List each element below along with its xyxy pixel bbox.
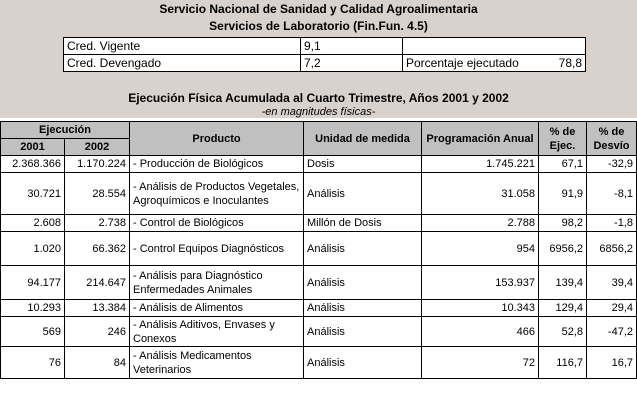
cell-pct-ejec: 139,4: [539, 266, 587, 300]
cell-unidad: Análisis: [304, 232, 422, 266]
cell-2001: 2.608: [1, 215, 65, 232]
table-row: [1, 317, 637, 347]
cell-2002: 28.554: [65, 173, 130, 215]
header-pct-ejec: % de Ejec.: [539, 122, 587, 156]
table-row: [1, 232, 637, 266]
cell-2002: 1.170.224: [65, 156, 130, 173]
header-ejecucion: Ejecución: [1, 122, 130, 139]
cell-pct-ejec: 129,4: [539, 300, 587, 317]
summary-blank: [403, 38, 586, 55]
cell-programacion: 2.788: [422, 215, 539, 232]
cell-pct-desvio: 6856,2: [587, 232, 637, 266]
cell-pct-ejec: 116,7: [539, 347, 587, 379]
table-subtitle: -en magnitudes físicas-: [261, 106, 376, 118]
cred-vigente-value: 9,1: [301, 38, 403, 55]
cell-pct-ejec: 91,9: [539, 173, 587, 215]
cell-programacion: 1.745.221: [422, 156, 539, 173]
cell-2001: 30.721: [1, 173, 65, 215]
cred-devengado-value: 7,2: [301, 55, 403, 72]
cell-pct-desvio: -8,1: [587, 173, 637, 215]
cred-vigente-label: Cred. Vigente: [64, 38, 301, 55]
header-pct-desvio: % de Desvío: [587, 122, 637, 156]
cell-2001: 1.020: [1, 232, 65, 266]
cell-pct-ejec: 6956,2: [539, 232, 587, 266]
cell-2001: 76: [1, 347, 65, 379]
cell-producto: - Producción de Biológicos: [130, 156, 304, 173]
cell-programacion: 72: [422, 347, 539, 379]
section-title: Servicios de Laboratorio (Fin.Fun. 4.5): [209, 19, 428, 33]
execution-table: [0, 121, 637, 379]
cell-unidad: Análisis: [304, 173, 422, 215]
table-row: [1, 173, 637, 215]
cell-pct-ejec: 67,1: [539, 156, 587, 173]
cell-pct-ejec: 98,2: [539, 215, 587, 232]
cell-programacion: 31.058: [422, 173, 539, 215]
credit-summary: [63, 37, 586, 72]
cell-producto: - Análisis Medicamentos Veterinarios: [130, 347, 304, 379]
cell-2002: 66.362: [65, 232, 130, 266]
cell-2001: 94.177: [1, 266, 65, 300]
header-producto: Producto: [130, 122, 304, 156]
cell-pct-desvio: -47,2: [587, 317, 637, 347]
cell-2002: 214.647: [65, 266, 130, 300]
header-unidad: Unidad de medida: [304, 122, 422, 156]
cell-pct-desvio: -1,8: [587, 215, 637, 232]
cell-2002: 84: [65, 347, 130, 379]
cell-programacion: 954: [422, 232, 539, 266]
cell-producto: - Análisis de Productos Vegetales, Agroquímicos e Inoculantes: [130, 173, 304, 215]
table-row: [1, 156, 637, 173]
cell-pct-ejec: 52,8: [539, 317, 587, 347]
cell-producto: - Análisis Aditivos, Envases y Conexos: [130, 317, 304, 347]
cell-producto: - Control Equipos Diagnósticos: [130, 232, 304, 266]
cell-2001: 10.293: [1, 300, 65, 317]
header-programacion: Programación Anual: [422, 122, 539, 156]
cell-unidad: Dosis: [304, 156, 422, 173]
cell-programacion: 10.343: [422, 300, 539, 317]
cell-2002: 246: [65, 317, 130, 347]
table-row: [1, 300, 637, 317]
table-row: [1, 266, 637, 300]
cell-unidad: Análisis: [304, 300, 422, 317]
table-row: [1, 347, 637, 379]
porcentaje-label: Porcentaje ejecutado: [403, 55, 535, 72]
cell-unidad: Análisis: [304, 266, 422, 300]
cell-programacion: 153.937: [422, 266, 539, 300]
header-2002: 2002: [65, 139, 130, 156]
table-row: [1, 215, 637, 232]
cell-2002: 13.384: [65, 300, 130, 317]
cell-programacion: 466: [422, 317, 539, 347]
cell-2001: 569: [1, 317, 65, 347]
cell-2001: 2.368.366: [1, 156, 65, 173]
cell-unidad: Millón de Dosis: [304, 215, 422, 232]
cell-unidad: Análisis: [304, 347, 422, 379]
cell-producto: - Análisis de Alimentos: [130, 300, 304, 317]
cell-pct-desvio: -32,9: [587, 156, 637, 173]
cell-unidad: Análisis: [304, 317, 422, 347]
table-title: Ejecución Física Acumulada al Cuarto Trimestre, Años 2001 y 2002: [128, 91, 509, 105]
cell-producto: - Control de Biológicos: [130, 215, 304, 232]
cred-devengado-label: Cred. Devengado: [64, 55, 301, 72]
cell-producto: - Análisis para Diagnóstico Enfermedades Animales: [130, 266, 304, 300]
cell-pct-desvio: 39,4: [587, 266, 637, 300]
porcentaje-value: 78,8: [534, 55, 586, 72]
cell-pct-desvio: 16,7: [587, 347, 637, 379]
cell-pct-desvio: 29,4: [587, 300, 637, 317]
header-2001: 2001: [1, 139, 65, 156]
cell-2002: 2.738: [65, 215, 130, 232]
page-title: Servicio Nacional de Sanidad y Calidad Agroalimentaria: [159, 2, 478, 16]
